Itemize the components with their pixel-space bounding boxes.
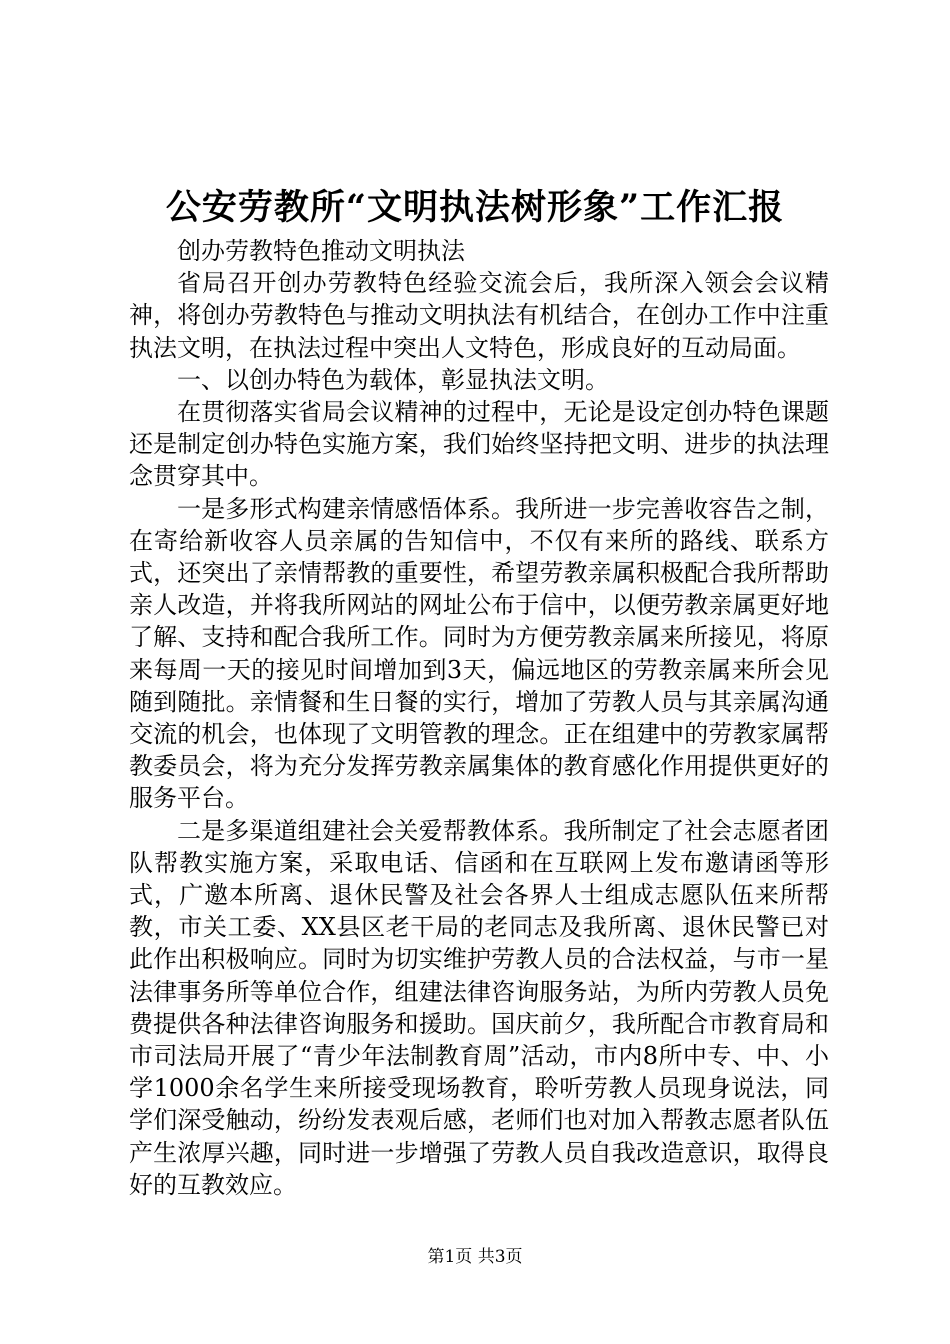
page-number-footer: 第1页 共3页 xyxy=(427,1247,523,1267)
paragraph-subtitle: 创办劳教特色推动文明执法 xyxy=(177,237,465,265)
document-body xyxy=(129,235,829,1201)
paragraph-intro: 省局召开创办劳教特色经验交流会后，我所深入领会会议精神，将创办劳教特色与推动文明执法有机结合，在创办工作中注重执法文明，在执法过程中突出人文特色，形成良好的互动局面。 xyxy=(129,269,829,362)
paragraph-section-heading: 一、以创办特色为载体，彰显执法文明。 xyxy=(177,365,609,394)
document-title: 公安劳教所“文明执法树形象”工作汇报 xyxy=(165,187,785,228)
paragraph-section-intro: 在贯彻落实省局会议精神的过程中，无论是设定创办特色课题还是制定创办特色实施方案，我们始终坚持把文明、进步的执法理念贯穿其中。 xyxy=(129,398,829,491)
paragraph-point-one: 一是多形式构建亲情感悟体系。我所进一步完善收容告之制，在寄给新收容人员亲属的告知信中，不仅有来所的路线、联系方式，还突出了亲情帮教的重要性，希望劳教亲属积极配合我所帮助亲人改造，并将我所网站的网址公布于信中，以便劳教亲属更好地了解、支持和配合我所工作。同时为方便劳教亲属来所接见，将原来每周一天的接见时间增加到3天，偏远地区的劳教亲属来所会见随到随批。亲情餐和生日餐的实行，增加了劳教人员与其亲属沟通交流的机会，也体现了文明管教的理念。正在组建中的劳教家属帮教委员会，将为充分发挥劳教亲属集体的教育感化作用提供更好的服务平台。 xyxy=(129,494,829,813)
paragraph-point-two: 二是多渠道组建社会关爱帮教体系。我所制定了社会志愿者团队帮教实施方案，采取电话、信函和在互联网上发布邀请函等形式，广邀本所离、退休民警及社会各界人士组成志愿队伍来所帮教，市关工委、XX县区老干局的老同志及我所离、退休民警已对此作出积极响应。同时为切实维护劳教人员的合法权益，与市一星法律事务所等单位合作，组建法律咨询服务站，为所内劳教人员免费提供各种法律咨询服务和援助。国庆前夕，我所配合市教育局和市司法局开展了“青少年法制教育周”活动，市内8所中专、中、小学1000余名学生来所接受现场教育，聆听劳教人员现身说法，同学们深受触动，纷纷发表观后感，老师们也对加入帮教志愿者队伍产生浓厚兴趣，同时进一步增强了劳教人员自我改造意识，取得良好的互教效应。 xyxy=(129,816,829,1199)
